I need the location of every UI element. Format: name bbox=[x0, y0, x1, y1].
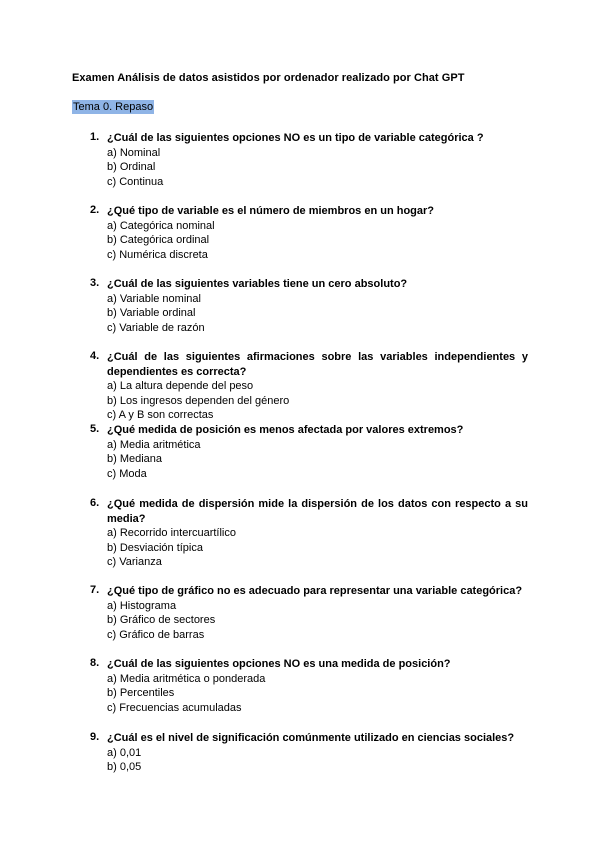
question-number: 3. bbox=[90, 277, 100, 289]
answer-option: c) Variable de razón bbox=[107, 321, 205, 334]
question-1 bbox=[90, 131, 528, 189]
question-number: 5. bbox=[90, 423, 100, 435]
answer-option: c) Gráfico de barras bbox=[107, 628, 205, 641]
answer-option: b) Desviación típica bbox=[107, 541, 203, 554]
question-text: ¿Cuál es el nivel de significación comúnmente utilizado en ciencias sociales? bbox=[107, 732, 515, 744]
question-9 bbox=[90, 731, 528, 775]
question-8 bbox=[90, 657, 528, 715]
answer-option: b) Ordinal bbox=[107, 161, 156, 174]
answer-option: a) Variable nominal bbox=[107, 292, 201, 305]
answer-option: a) Media aritmética bbox=[107, 438, 201, 451]
question-number: 6. bbox=[90, 497, 100, 509]
question-text: ¿Cuál de las siguientes opciones NO es una medida de posición? bbox=[107, 658, 451, 670]
answer-option: a) Categórica nominal bbox=[107, 219, 215, 232]
question-number: 1. bbox=[90, 131, 100, 143]
answer-option: a) Recorrido intercuartílico bbox=[107, 527, 236, 539]
question-4 bbox=[90, 350, 528, 423]
question-text: ¿Qué medida de dispersión mide la dispersión de los datos con respecto a su media? bbox=[107, 498, 528, 525]
answer-option: b) Categórica ordinal bbox=[107, 234, 210, 247]
question-6 bbox=[90, 497, 528, 570]
question-number: 8. bbox=[90, 657, 100, 669]
answer-option: b) Gráfico de sectores bbox=[107, 614, 216, 627]
question-number: 2. bbox=[90, 204, 100, 216]
answer-option: a) Histograma bbox=[107, 599, 177, 612]
question-number: 4. bbox=[90, 350, 100, 362]
answer-option: b) Mediana bbox=[107, 453, 163, 466]
answer-option: a) Nominal bbox=[107, 146, 161, 159]
answer-option: a) La altura depende del peso bbox=[107, 380, 254, 392]
answer-option: a) Media aritmética o ponderada bbox=[107, 672, 266, 685]
answer-option: c) A y B son correctas bbox=[107, 409, 214, 422]
answer-option: b) 0,05 bbox=[107, 761, 142, 774]
question-number: 9. bbox=[90, 731, 100, 743]
document-title: Examen Análisis de datos asistidos por ordenador realizado por Chat GPT bbox=[72, 72, 465, 84]
answer-option: b) Variable ordinal bbox=[107, 307, 196, 320]
question-text: ¿Qué tipo de gráfico no es adecuado para representar una variable categórica? bbox=[107, 585, 523, 597]
question-text: ¿Qué tipo de variable es el número de miembros en un hogar? bbox=[107, 205, 435, 217]
question-text: ¿Cuál de las siguientes afirmaciones sobre las variables independientes y dependientes es correcta? bbox=[107, 351, 528, 378]
section-heading: Tema 0. Repaso bbox=[73, 101, 154, 113]
answer-option: c) Numérica discreta bbox=[107, 248, 208, 261]
question-2 bbox=[90, 204, 528, 262]
answer-option: c) Continua bbox=[107, 175, 164, 188]
question-7 bbox=[90, 584, 528, 642]
question-5 bbox=[90, 423, 528, 481]
question-text: ¿Qué medida de posición es menos afectada por valores extremos? bbox=[107, 424, 464, 436]
question-3 bbox=[90, 277, 528, 335]
question-text: ¿Cuál de las siguientes opciones NO es un tipo de variable categórica ? bbox=[107, 132, 484, 144]
question-text: ¿Cuál de las siguientes variables tiene un cero absoluto? bbox=[107, 278, 408, 290]
answer-option: c) Varianza bbox=[107, 556, 162, 569]
answer-option: b) Los ingresos dependen del género bbox=[107, 394, 290, 407]
answer-option: c) Moda bbox=[107, 467, 147, 480]
question-number: 7. bbox=[90, 584, 100, 596]
answer-option: b) Percentiles bbox=[107, 687, 175, 700]
answer-option: a) 0,01 bbox=[107, 746, 142, 759]
answer-option: c) Frecuencias acumuladas bbox=[107, 701, 242, 714]
